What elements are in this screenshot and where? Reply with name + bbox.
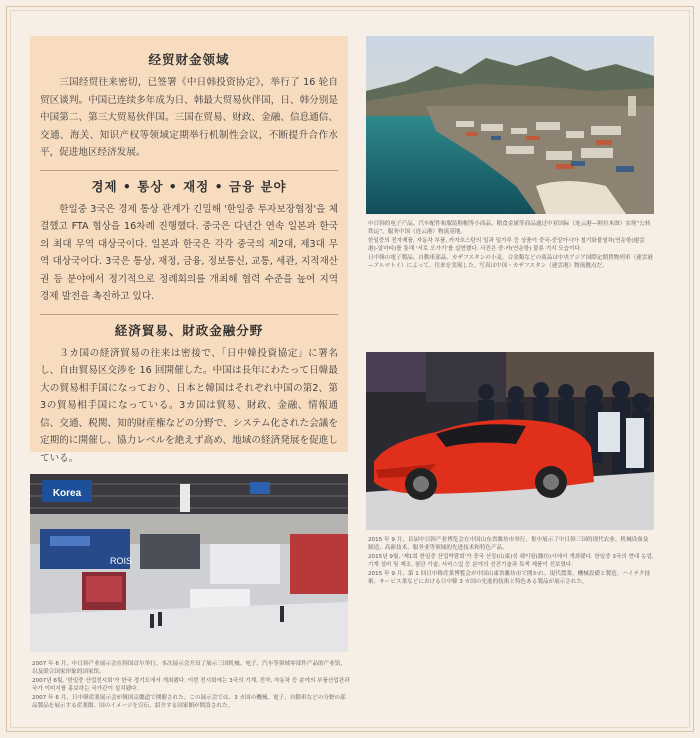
car-caption-korean: 2015년 9월, '제1회 한일중 산업박람회'가 중국 산둥(山東)성 웨이팡(濰坊)시에서 개최됐다. 한일중 3국의 현대 농업, 기계 설비 및 제조, 첨단 기술, 서비스업 등 분야의 선진기술과 특색 제품이 선보였다. (368, 554, 654, 568)
expo-booth-brand: ROIS (110, 556, 133, 566)
expo-photo (30, 474, 348, 652)
expo-caption-korean: 2007년 6월, '한일중 산업전시회'가 한국 경기도에서 개최됐다. 이번 전시회에는 3국의 기계, 전자, 자동차 등 분야의 부품산업관과 국가 이미지를 홍보하는 국가관이 설치됐다. (32, 678, 350, 692)
section-title-chinese: 经贸财金领域 (148, 52, 230, 67)
port-caption-korean: 한일중의 전자제품, 자동차 부품, 카자흐스탄의 밀과 밀가루 등 상품이 중국-중앙아시아 철기화물열차(연운항(連雲港)-알마티)를 통해 '서로 오가기'를 실현했다. 사진은 중·카(연운항) 물류 기지 모습이다. (368, 238, 645, 252)
car-caption-japanese: 2015 年 9 月、第 1 回日中韓産業博覧会が中国山東省濰坊市で開かれ、現代農業、機械設備と製造、ハイテク技術、サービス業などにおける日中韓 3 カ国の先進的技術と特色ある製品が展示された。 (368, 571, 651, 585)
car-photo (366, 352, 654, 530)
section-title-korean: 경제 • 통상 • 재정 • 금융 분야 (91, 178, 287, 194)
section-body-japanese: ３カ国の経済貿易の往来は密接で、「日中韓投資協定」に署名し、自由貿易区交渉を 16 回開催した。中国は長年にわたって日韓最大の貿易相手国になっており、日本と韓国はそれぞれ中国の第2、第3の貿易相手国になっている。3カ国は貿易、財政、金融、情報通信、交通、税関、知的財産権などの分野で、システム化された会議を定期的に開催し、協力レベルを絶えず高め、地域の経済発展を促進している。 (40, 347, 338, 464)
expo-caption-chinese: 2007 年 6 月，中日韩产业展示会在韩国首尔举行。本次展示会开设了展示三国机械、电子、汽车等领域零部件产品的产业馆，以及联合国家形象的国家馆。 (32, 661, 347, 675)
expo-banner-text: Korea (52, 488, 82, 499)
port-caption-japanese: 日中韓の電子製品、自動車部品、カザフスタンの小麦、合金類などの商品は中央アジア国際定期貨物列車（連雲港—アルマトイ）によって、往来を実現した。写真は中国・カザフスタン（連雲港）物流拠点だ。 (368, 255, 653, 269)
car-caption-chinese: 2015 年 9 月，首届中日韩产业博览会在中国山东省潍坊市举行，集中展示了中日韩三国的现代农业、机械设备及制造、高新技术、服务业等领域的先进技术和特色产品。 (368, 537, 649, 551)
text-panel (30, 36, 348, 464)
port-caption-chinese: 中日韩的电子产品、汽车配件和服装鞋帽等小商品、粮食金属等商品通过中亚国际（连云港—阿拉木图）实现“公转铁运”，服务中国（连云港）物流基地。 (368, 221, 651, 235)
section-body-korean: 한일중 3국은 경제 통상 관계가 긴밀해 '한일중 투자보장협정'을 체결했고 FTA 협상을 16차례 진행했다. 중국은 다년간 연속 일본과 한국의 최대 무역 대상국이다. 일본과 한국은 각각 중국의 제2대, 제3대 무역 대상국이다. 3국은 통상, 재정, 금융, 정보통신, 교통, 세관, 지적재산권 등 분야에서 정기적으로 정례회의를 개최해 협력 수준을 높여 지역 경제 발전을 촉진하고 있다. (40, 203, 338, 302)
section-divider (40, 314, 338, 315)
expo-caption-japanese: 2007 年 6 月、日中韓産業展示会が韓国京畿道で開催された。この展示会では、3 カ国の機械、電子、自動車などの分野の部品製品を展示する産業館、国のイメージを宣伝、紹介する国家館が開設された。 (32, 695, 346, 709)
port-photo (366, 36, 654, 214)
section-title-japanese: 経済貿易、財政金融分野 (114, 322, 264, 338)
section-body-chinese: 三国经贸往来密切，已签署《中日韩投资协定》，举行了 16 轮自贸区谈判。中国已连续多年成为日、韩最大贸易伙伴国，日、韩分别是中国第二、第三大贸易伙伴国。三国在贸易、财政、金融、信息通信、交通、海关、知识产权等领域定期举行机制性会议，不断提升合作水平，促进地区经济发展。 (40, 77, 338, 158)
expo-caption (32, 660, 350, 711)
section-divider (40, 170, 338, 171)
port-caption (368, 220, 654, 271)
car-caption (368, 536, 654, 587)
